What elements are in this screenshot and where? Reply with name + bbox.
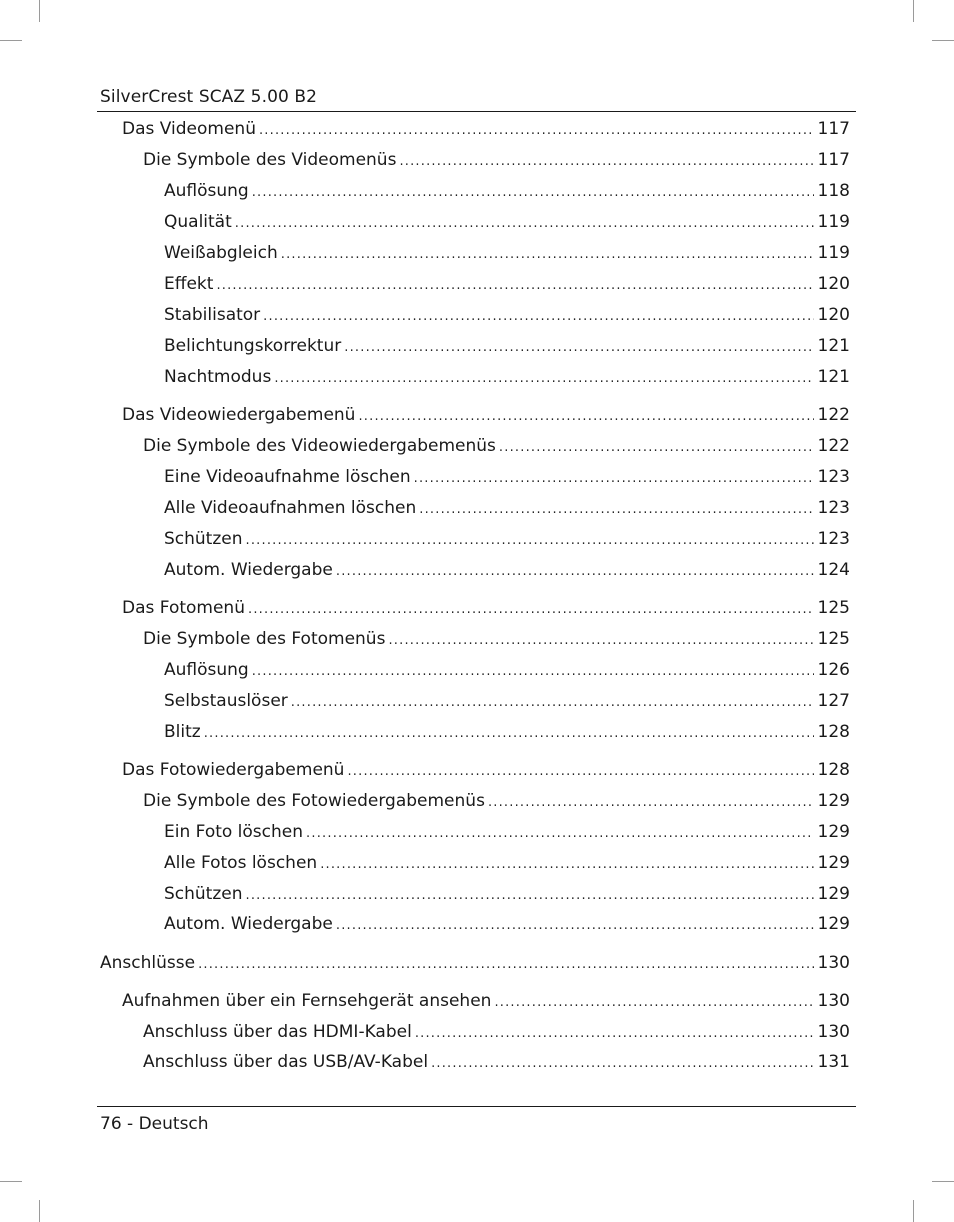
toc-entry-page-number: 131 xyxy=(817,1052,850,1072)
toc-entry-page-number: 130 xyxy=(817,953,850,973)
toc-entry-title: Autom. Wiedergabe xyxy=(164,560,333,580)
toc-leader-dots xyxy=(204,723,814,745)
toc-entry-title: Anschluss über das HDMI-Kabel xyxy=(143,1022,412,1042)
toc-leader-dots xyxy=(252,182,814,204)
toc-leader-dots xyxy=(246,885,814,907)
toc-entry[interactable] xyxy=(164,883,850,905)
toc-entry-title: Alle Videoaufnahmen löschen xyxy=(164,498,417,518)
toc-leader-dots xyxy=(347,761,813,783)
toc-entry[interactable] xyxy=(122,597,850,619)
toc-entry-page-number: 128 xyxy=(817,722,850,742)
page-header-title: SilverCrest SCAZ 5.00 B2 xyxy=(100,87,318,107)
toc-leader-dots xyxy=(419,499,813,521)
toc-entry-title: Alle Fotos löschen xyxy=(164,853,318,873)
toc-entry[interactable] xyxy=(143,1051,850,1073)
toc-entry-page-number: 125 xyxy=(817,598,850,618)
toc-entry-title: Schützen xyxy=(164,529,243,549)
toc-entry-title: Die Symbole des Videowiedergabemenüs xyxy=(143,436,496,456)
toc-entry[interactable] xyxy=(164,690,850,712)
toc-entry-title: Qualität xyxy=(164,212,232,232)
toc-leader-dots xyxy=(414,468,814,490)
toc-entry-page-number: 122 xyxy=(817,436,850,456)
toc-entry-page-number: 120 xyxy=(817,274,850,294)
toc-entry-title: Auflösung xyxy=(164,181,249,201)
toc-entry-page-number: 123 xyxy=(817,467,850,487)
toc-entry-page-number: 118 xyxy=(817,181,850,201)
toc-entry[interactable] xyxy=(164,659,850,681)
toc-leader-dots xyxy=(263,306,813,328)
toc-entry-page-number: 121 xyxy=(817,367,850,387)
toc-entry-title: Das Fotomenü xyxy=(122,598,245,618)
toc-entry[interactable] xyxy=(143,149,850,171)
toc-entry-page-number: 123 xyxy=(817,529,850,549)
toc-entry-title: Das Videowiedergabemenü xyxy=(122,405,356,425)
toc-entry[interactable] xyxy=(143,1021,850,1043)
toc-leader-dots xyxy=(306,823,814,845)
toc-entry-page-number: 119 xyxy=(817,212,850,232)
toc-entry-page-number: 130 xyxy=(817,1022,850,1042)
toc-entry[interactable] xyxy=(164,528,850,550)
toc-leader-dots xyxy=(320,854,813,876)
footer-rule xyxy=(97,1106,856,1107)
toc-entry-page-number: 119 xyxy=(817,243,850,263)
toc-entry-title: Nachtmodus xyxy=(164,367,272,387)
toc-entry[interactable] xyxy=(164,913,850,935)
toc-entry[interactable] xyxy=(164,211,850,233)
toc-entry-title: Weißabgleich xyxy=(164,243,278,263)
toc-entry-title: Selbstauslöser xyxy=(164,691,288,711)
toc-leader-dots xyxy=(344,337,813,359)
toc-entry-page-number: 129 xyxy=(817,914,850,934)
toc-entry[interactable] xyxy=(143,790,850,812)
toc-entry[interactable] xyxy=(164,180,850,202)
toc-entry[interactable] xyxy=(164,273,850,295)
toc-entry[interactable] xyxy=(164,821,850,843)
toc-entry-page-number: 125 xyxy=(817,629,850,649)
toc-entry-title: Die Symbole des Fotowiedergabemenüs xyxy=(143,791,485,811)
toc-entry-page-number: 123 xyxy=(817,498,850,518)
toc-entry[interactable] xyxy=(122,759,850,781)
toc-entry[interactable] xyxy=(122,990,850,1012)
toc-entry[interactable] xyxy=(164,335,850,357)
toc-leader-dots xyxy=(336,561,814,583)
toc-entry[interactable] xyxy=(122,404,850,426)
toc-entry-page-number: 129 xyxy=(817,822,850,842)
toc-leader-dots xyxy=(198,954,813,976)
toc-entry[interactable] xyxy=(164,466,850,488)
toc-leader-dots xyxy=(494,992,813,1014)
toc-entry-page-number: 129 xyxy=(817,791,850,811)
toc-entry-title: Stabilisator xyxy=(164,305,261,325)
toc-leader-dots xyxy=(415,1023,814,1045)
toc-entry[interactable] xyxy=(164,304,850,326)
toc-entry-page-number: 117 xyxy=(817,119,850,139)
toc-entry[interactable] xyxy=(143,435,850,457)
toc-entry-page-number: 130 xyxy=(817,991,850,1011)
toc-entry-title: Die Symbole des Videomenüs xyxy=(143,150,397,170)
toc-entry-title: Autom. Wiedergabe xyxy=(164,914,333,934)
toc-entry-title: Belichtungskorrektur xyxy=(164,336,342,356)
toc-entry-title: Effekt xyxy=(164,274,214,294)
toc-leader-dots xyxy=(291,692,814,714)
toc-entry[interactable] xyxy=(100,952,850,974)
toc-entry[interactable] xyxy=(164,497,850,519)
toc-entry-title: Anschlüsse xyxy=(100,953,196,973)
toc-leader-dots xyxy=(259,120,814,142)
toc-leader-dots xyxy=(274,368,813,390)
toc-leader-dots xyxy=(431,1053,813,1075)
toc-entry-title: Ein Foto löschen xyxy=(164,822,304,842)
toc-entry-page-number: 128 xyxy=(817,760,850,780)
toc-entry-title: Schützen xyxy=(164,884,243,904)
toc-leader-dots xyxy=(248,599,814,621)
toc-entry-title: Eine Videoaufnahme löschen xyxy=(164,467,411,487)
toc-entry[interactable] xyxy=(143,628,850,650)
toc-entry-title: Anschluss über das USB/AV-Kabel xyxy=(143,1052,429,1072)
toc-entry-page-number: 120 xyxy=(817,305,850,325)
toc-entry-page-number: 129 xyxy=(817,853,850,873)
toc-entry-page-number: 126 xyxy=(817,660,850,680)
toc-entry-page-number: 127 xyxy=(817,691,850,711)
toc-entry-page-number: 124 xyxy=(817,560,850,580)
toc-leader-dots xyxy=(216,275,813,297)
toc-leader-dots xyxy=(281,244,814,266)
toc-entry[interactable] xyxy=(164,559,850,581)
toc-leader-dots xyxy=(358,406,813,428)
toc-entry-title: Aufnahmen über ein Fernsehgerät ansehen xyxy=(122,991,492,1011)
toc-leader-dots xyxy=(252,661,814,683)
toc-entry-page-number: 117 xyxy=(817,150,850,170)
toc-entry[interactable] xyxy=(164,242,850,264)
toc-leader-dots xyxy=(488,792,814,814)
toc-entry[interactable] xyxy=(164,852,850,874)
page-footer-label: 76 - Deutsch xyxy=(100,1114,209,1134)
toc-entry[interactable] xyxy=(164,721,850,743)
toc-entry-title: Die Symbole des Fotomenüs xyxy=(143,629,386,649)
toc-leader-dots xyxy=(246,530,814,552)
toc-leader-dots xyxy=(235,213,814,235)
toc-entry-title: Das Videomenü xyxy=(122,119,256,139)
toc-entry-title: Auflösung xyxy=(164,660,249,680)
toc-leader-dots xyxy=(499,437,814,459)
toc-entry-page-number: 129 xyxy=(817,884,850,904)
toc-entry-page-number: 121 xyxy=(817,336,850,356)
toc-leader-dots xyxy=(336,915,814,937)
toc-entry[interactable] xyxy=(122,118,850,140)
toc-entry[interactable] xyxy=(164,366,850,388)
toc-leader-dots xyxy=(388,630,813,652)
toc-entry-page-number: 122 xyxy=(817,405,850,425)
toc-entry-title: Das Fotowiedergabemenü xyxy=(122,760,345,780)
toc-entry-title: Blitz xyxy=(164,722,201,742)
toc-leader-dots xyxy=(399,151,813,173)
